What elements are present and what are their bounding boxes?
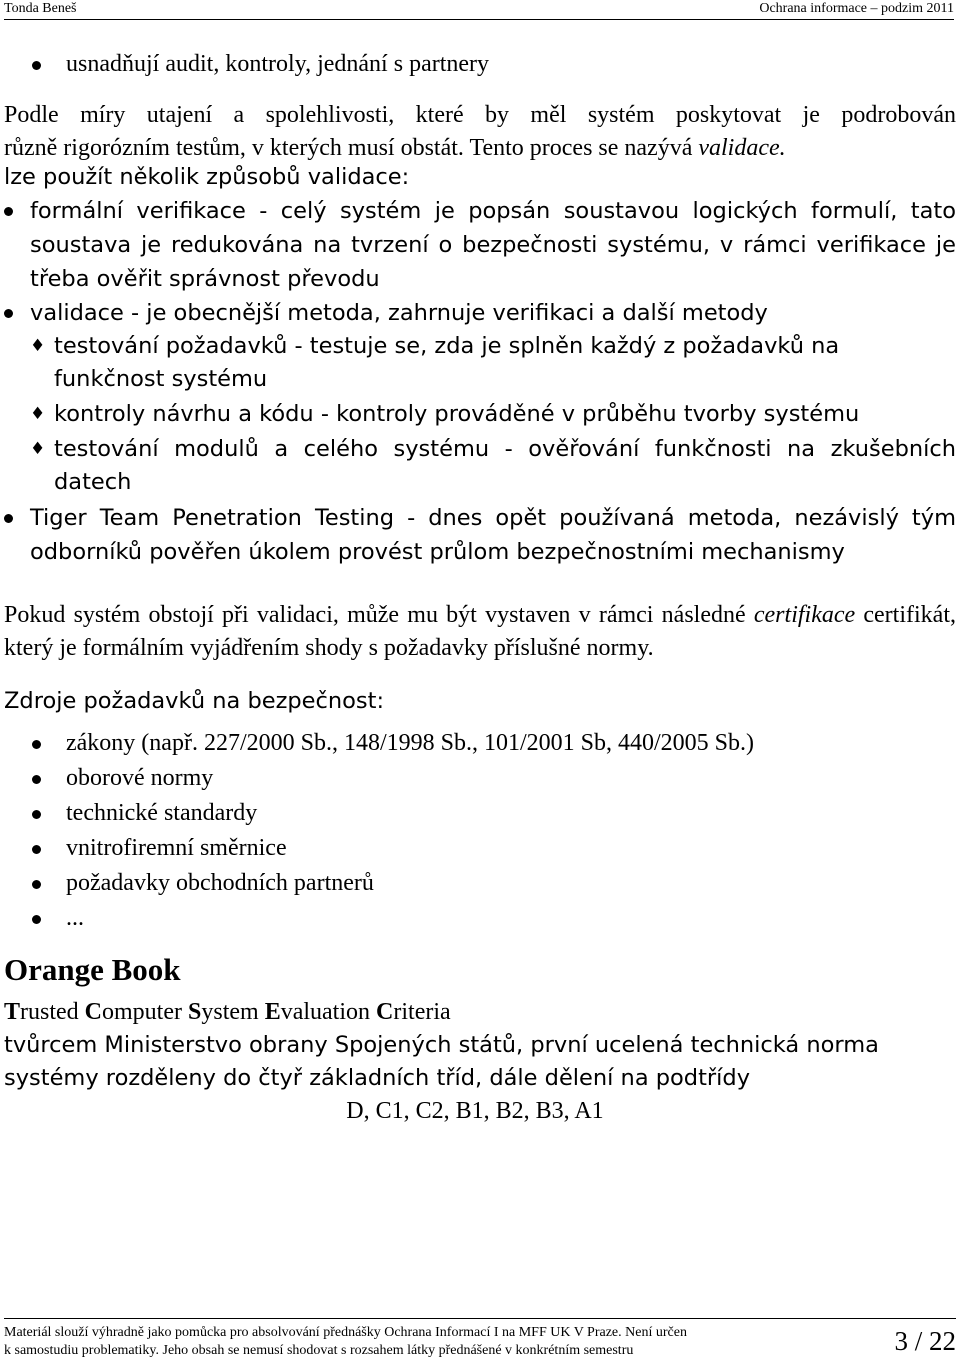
list-item-text: usnadňují audit, kontroly, jednání s partnery [66,51,490,77]
section-heading-orange-book: Orange Book [4,952,181,987]
diamond-bullet-icon: ♦ [30,404,46,424]
orange-book-classes-intro: systémy rozděleny do čtyř základních tříd, dále dělení na podtřídy [4,1065,751,1091]
sources-heading: Zdroje požadavků na bezpečnost: [4,688,385,714]
bullet-icon [4,194,13,228]
term-certifikace: certifikace [753,602,856,628]
list-item-text: Tiger Team Penetration Testing - dnes opět používaná metoda, nezávislý tým odborníků pověřen úkolem provést průlom bezpečnostními mechanismy [30,505,956,565]
sub-list-item [4,433,956,499]
bullet-icon [32,48,41,81]
diamond-bullet-icon: ♦ [30,336,46,356]
bullet-icon [32,901,41,936]
footer-note: Materiál slouží výhradně jako pomůcka pro absolvování přednášky Ochrana Informací I na MFF UK V Praze. Není určen k samostudiu problematiky. Jeho obsah se nemusí shodovat s rozsahem látky přednášené v konkrétním semestru [4,1325,687,1358]
tcsec-expansion: Trusted Computer System Evaluation Criteria [4,999,451,1025]
sub-list-item [4,398,956,431]
sub-list-item-text: testování požadavků - testuje se, zda je splněn každý z požadavků na funkčnost systému [54,333,840,392]
list-item: oborové normy [4,761,956,796]
list-item: technické standardy [4,796,956,831]
bullet-icon [32,866,41,901]
para-line: různě rigorózním testům, v kterých musí obstát. Tento proces se nazývá validace. [4,135,786,161]
list-item: ... [4,901,956,936]
bullet-icon [32,831,41,866]
list-item [4,48,956,81]
bullet-icon [4,501,13,535]
header-course: Ochrana informace – podzim 2011 [759,1,954,16]
certification-paragraph: Pokud systém obstojí při validaci, může mu být vystaven v rámci následné certifikace certifikát, který je formálním vyjádřením shody s požadavky příslušné normy. [4,602,956,661]
page-footer [4,1318,956,1358]
methods-intro: lze použít několik způsobů validace: [4,164,410,190]
list-item [4,296,956,330]
page-number: 3 / 22 [894,1326,956,1356]
list-item: zákony (např. 227/2000 Sb., 148/1998 Sb., 101/2001 Sb, 440/2005 Sb.) [4,726,956,761]
diamond-bullet-icon: ♦ [30,439,46,459]
sources-list [4,726,956,936]
list-item-text: validace - je obecnější metoda, zahrnuje verifikaci a další metody [30,300,768,326]
footer-rule [4,1318,956,1319]
list-item-text: formální verifikace - celý systém je popsán soustavou logických formulí, tato soustava je redukována na tvrzení o bezpečnosti systému, v rámci verifikace je třeba ověřit správnost převodu [30,198,956,292]
list-item [4,501,956,569]
sub-list-item-text: testování modulů a celého systému - ověřování funkčnosti na zkušebních datech [54,436,956,495]
sub-list-item-text: kontroly návrhu a kódu - kontroly prováděné v průběhu tvorby systému [54,401,860,427]
orange-book-classes: D, C1, C2, B1, B2, B3, A1 [346,1098,604,1124]
bullet-icon [32,761,41,796]
page-content [4,48,956,1128]
page-header [4,0,954,18]
list-item: požadavky obchodních partnerů [4,866,956,901]
list-item [4,194,956,296]
bullet-icon [32,796,41,831]
orange-book-origin: tvůrcem Ministerstvo obrany Spojených států, první ucelená technická norma [4,1032,879,1058]
para-line: Podle míry utajení a spolehlivosti, které by měl systém poskytovat je podrobován [4,102,956,128]
header-rule [4,19,954,20]
header-author: Tonda Beneš [4,1,77,16]
sub-list-item [4,330,956,396]
validation-paragraph [4,99,956,165]
term-validace: validace. [698,135,786,161]
list-item: vnitrofiremní směrnice [4,831,956,866]
bullet-icon [32,726,41,761]
bullet-icon [4,296,13,330]
